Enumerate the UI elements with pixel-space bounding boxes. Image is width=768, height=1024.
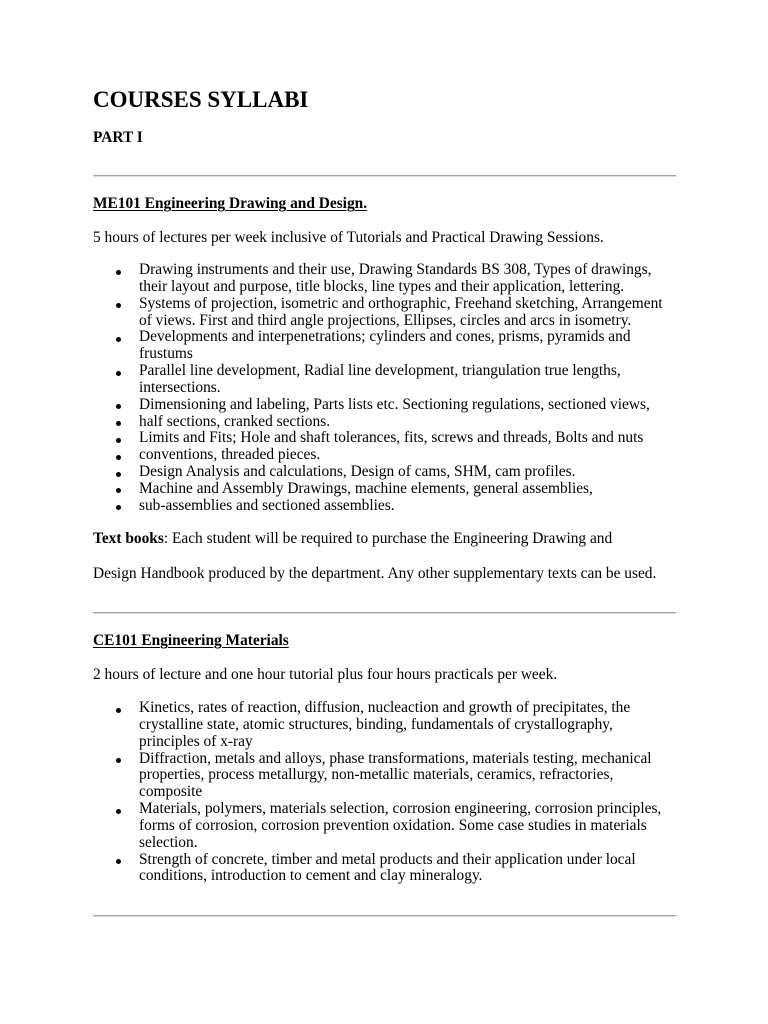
textbooks-paragraph <box>93 531 612 548</box>
topic-text: Limits and Fits; Hole and shaft tolerances, fits, screws and threads, Bolts and nuts <box>139 429 644 447</box>
list-item <box>139 751 661 802</box>
list-item <box>139 397 663 414</box>
bullet-icon <box>116 505 121 510</box>
horizontal-rule <box>93 612 676 614</box>
list-item <box>139 329 663 363</box>
list-item <box>139 414 663 431</box>
bullet-icon <box>116 708 121 713</box>
topics-list-me101 <box>139 262 663 515</box>
list-item <box>139 700 661 751</box>
topic-text: Parallel line development, Radial line development, triangulation true lengths, intersections. <box>139 362 621 396</box>
course-hours-ce101: 2 hours of lecture and one hour tutorial plus four hours practicals per week. <box>93 666 558 683</box>
bullet-icon <box>116 809 121 814</box>
list-item <box>139 430 663 447</box>
textbooks-text: : Each student will be required to purchase the Engineering Drawing and <box>163 530 613 547</box>
bullet-icon <box>116 472 121 477</box>
list-item <box>139 801 661 852</box>
topic-text: Drawing instruments and their use, Drawing Standards BS 308, Types of drawings, their layout and purpose, title blocks, line types and their application, lettering. <box>139 261 652 295</box>
bullet-icon <box>116 337 121 342</box>
list-item <box>139 363 663 397</box>
list-item <box>139 262 663 296</box>
bullet-icon <box>116 859 121 864</box>
topic-text: Kinetics, rates of reaction, diffusion, nucleaction and growth of precipitates, the crystalline state, atomic structures, binding, fundamentals of crystallography, principles of x-ray <box>139 699 631 750</box>
list-item <box>139 852 661 886</box>
course-hours-me101: 5 hours of lectures per week inclusive of Tutorials and Practical Drawing Sessions. <box>93 229 604 246</box>
bullet-icon <box>116 758 121 763</box>
bullet-icon <box>116 303 121 308</box>
course-heading-ce101: CE101 Engineering Materials <box>93 632 289 649</box>
topic-text: Materials, polymers, materials selection, corrosion engineering, corrosion principles, forms of corrosion, corrosion prevention oxidation. Some case studies in materials selection. <box>139 800 662 851</box>
topics-list-ce101 <box>139 700 661 885</box>
bullet-icon <box>116 371 121 376</box>
document-title: COURSES SYLLABI <box>93 87 309 112</box>
bullet-icon <box>116 421 121 426</box>
list-item <box>139 498 663 515</box>
topic-text: Design Analysis and calculations, Design of cams, SHM, cam profiles. <box>139 463 576 481</box>
part-label: PART I <box>93 128 143 146</box>
horizontal-rule <box>93 175 676 177</box>
textbooks-label: Text books <box>93 530 164 547</box>
horizontal-rule <box>93 915 676 917</box>
topic-text: Strength of concrete, timber and metal products and their application under local conditions, introduction to cement and clay mineralogy. <box>139 850 636 885</box>
bullet-icon <box>116 438 121 443</box>
topic-text: half sections, cranked sections. <box>139 412 331 430</box>
bullet-icon <box>116 455 121 460</box>
textbooks-paragraph-continued: Design Handbook produced by the department. Any other supplementary texts can be used. <box>93 565 657 582</box>
topic-text: Developments and interpenetrations; cylinders and cones, prisms, pyramids and frustums <box>139 328 631 363</box>
list-item <box>139 296 663 330</box>
bullet-icon <box>116 404 121 409</box>
bullet-icon <box>116 270 121 275</box>
list-item <box>139 464 663 481</box>
list-item <box>139 481 663 498</box>
topic-text: Machine and Assembly Drawings, machine elements, general assemblies, <box>139 479 593 497</box>
course-heading-me101: ME101 Engineering Drawing and Design. <box>93 195 368 212</box>
topic-text: conventions, threaded pieces. <box>139 446 321 464</box>
topic-text: sub-assemblies and sectioned assemblies. <box>139 496 395 514</box>
topic-text: Dimensioning and labeling, Parts lists etc. Sectioning regulations, sectioned views, <box>139 395 650 413</box>
list-item <box>139 447 663 464</box>
topic-text: Diffraction, metals and alloys, phase transformations, materials testing, mechanical properties, process metallurgy, non-metallic materials, ceramics, refractories, composite <box>139 749 652 801</box>
bullet-icon <box>116 488 121 493</box>
topic-text: Systems of projection, isometric and orthographic, Freehand sketching, Arrangement of views. First and third angle projections, Ellipses, circles and arcs in isometry. <box>139 294 663 329</box>
